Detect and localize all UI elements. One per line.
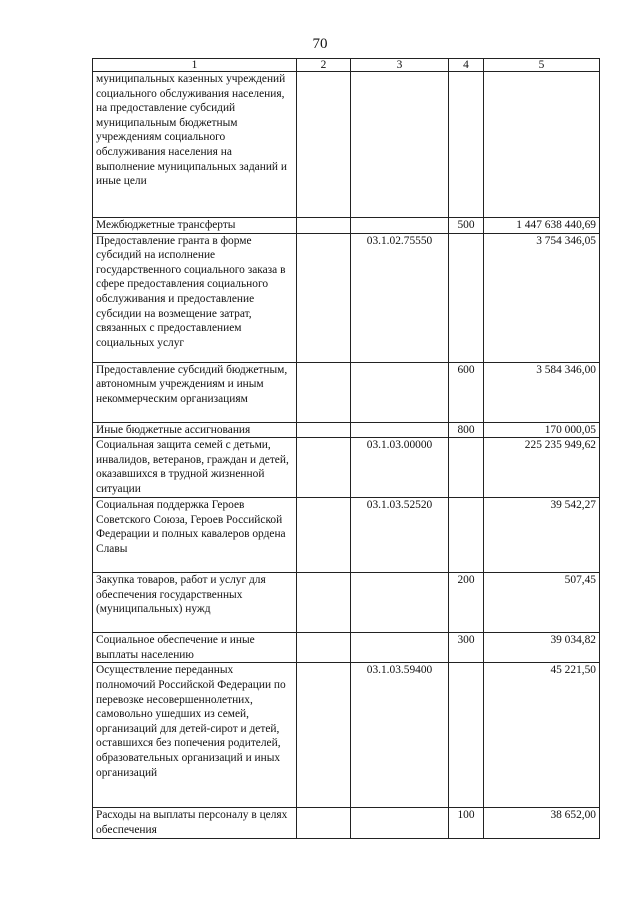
row-type: 800 [449,422,484,438]
row-amount: 38 652,00 [484,808,600,839]
row-col2 [297,438,351,498]
header-col-4: 4 [449,59,484,72]
row-amount: 45 221,50 [484,663,600,808]
table-row [93,362,600,422]
table-row [93,438,600,498]
table-row [93,663,600,808]
row-code: 03.1.02.75550 [351,233,449,362]
row-code: 03.1.03.00000 [351,438,449,498]
row-amount: 170 000,05 [484,422,600,438]
row-col2 [297,663,351,808]
row-amount: 225 235 949,62 [484,438,600,498]
budget-table [92,58,600,839]
row-code: 03.1.03.52520 [351,498,449,573]
row-code [351,573,449,633]
row-col2 [297,362,351,422]
row-col2 [297,72,351,218]
row-type: 300 [449,633,484,663]
row-name: Предоставление субсидий бюджетным, автономным учреждениям и иным некоммерческим организациям [93,362,297,422]
row-code [351,362,449,422]
row-name: Закупка товаров, работ и услуг для обеспечения государственных (муниципальных) нужд [93,573,297,633]
row-name: Социальное обеспечение и иные выплаты населению [93,633,297,663]
header-col-1: 1 [93,59,297,72]
header-row [93,59,600,72]
row-amount: 3 584 346,00 [484,362,600,422]
row-col2 [297,573,351,633]
row-type: 100 [449,808,484,839]
row-col2 [297,218,351,234]
row-name: Социальная поддержка Героев Советского Союза, Героев Российской Федерации и полных кавалеров ордена Славы [93,498,297,573]
row-amount [484,72,600,218]
header-col-3: 3 [351,59,449,72]
row-col2 [297,422,351,438]
row-type [449,233,484,362]
row-amount: 3 754 346,05 [484,233,600,362]
row-name: Межбюджетные трансферты [93,218,297,234]
row-col2 [297,498,351,573]
table-row [93,808,600,839]
table-row [93,573,600,633]
page-number: 70 [312,36,328,52]
row-amount: 507,45 [484,573,600,633]
row-code [351,422,449,438]
header-col-2: 2 [297,59,351,72]
row-amount: 1 447 638 440,69 [484,218,600,234]
row-code [351,633,449,663]
table-row [93,633,600,663]
row-type [449,498,484,573]
row-code [351,218,449,234]
row-name: Осуществление переданных полномочий Российской Федерации по перевозке несовершеннолетних, самовольно ушедших из семей, организаций для детей-сирот и детей, оставшихся без попечения родителей, образовательных организаций и иных организаций [93,663,297,808]
table-row [93,72,600,218]
row-type: 200 [449,573,484,633]
row-type [449,72,484,218]
row-name: муниципальных казенных учреждений социального обслуживания населения, на предоставление субсидий муниципальным бюджетным учреждениям социального обслуживания населения на выполнение муниципальных заданий и иные цели [93,72,297,218]
row-col2 [297,808,351,839]
row-amount: 39 034,82 [484,633,600,663]
row-name: Иные бюджетные ассигнования [93,422,297,438]
table-row [93,422,600,438]
row-code [351,808,449,839]
row-amount: 39 542,27 [484,498,600,573]
table-row [93,233,600,362]
row-name: Социальная защита семей с детьми, инвалидов, ветеранов, граждан и детей, оказавшихся в трудной жизненной ситуации [93,438,297,498]
row-type: 500 [449,218,484,234]
row-type: 600 [449,362,484,422]
row-type [449,438,484,498]
header-col-5: 5 [484,59,600,72]
table-row [93,498,600,573]
row-code [351,72,449,218]
row-name: Предоставление гранта в форме субсидий на исполнение государственного социального заказа в сфере предоставления социального обслуживания и предоставление субсидии на возмещение затрат, связанных с предоставлением социальных услуг [93,233,297,362]
table-row [93,218,600,234]
row-type [449,663,484,808]
row-name: Расходы на выплаты персоналу в целях обеспечения [93,808,297,839]
row-col2 [297,233,351,362]
row-col2 [297,633,351,663]
row-code: 03.1.03.59400 [351,663,449,808]
